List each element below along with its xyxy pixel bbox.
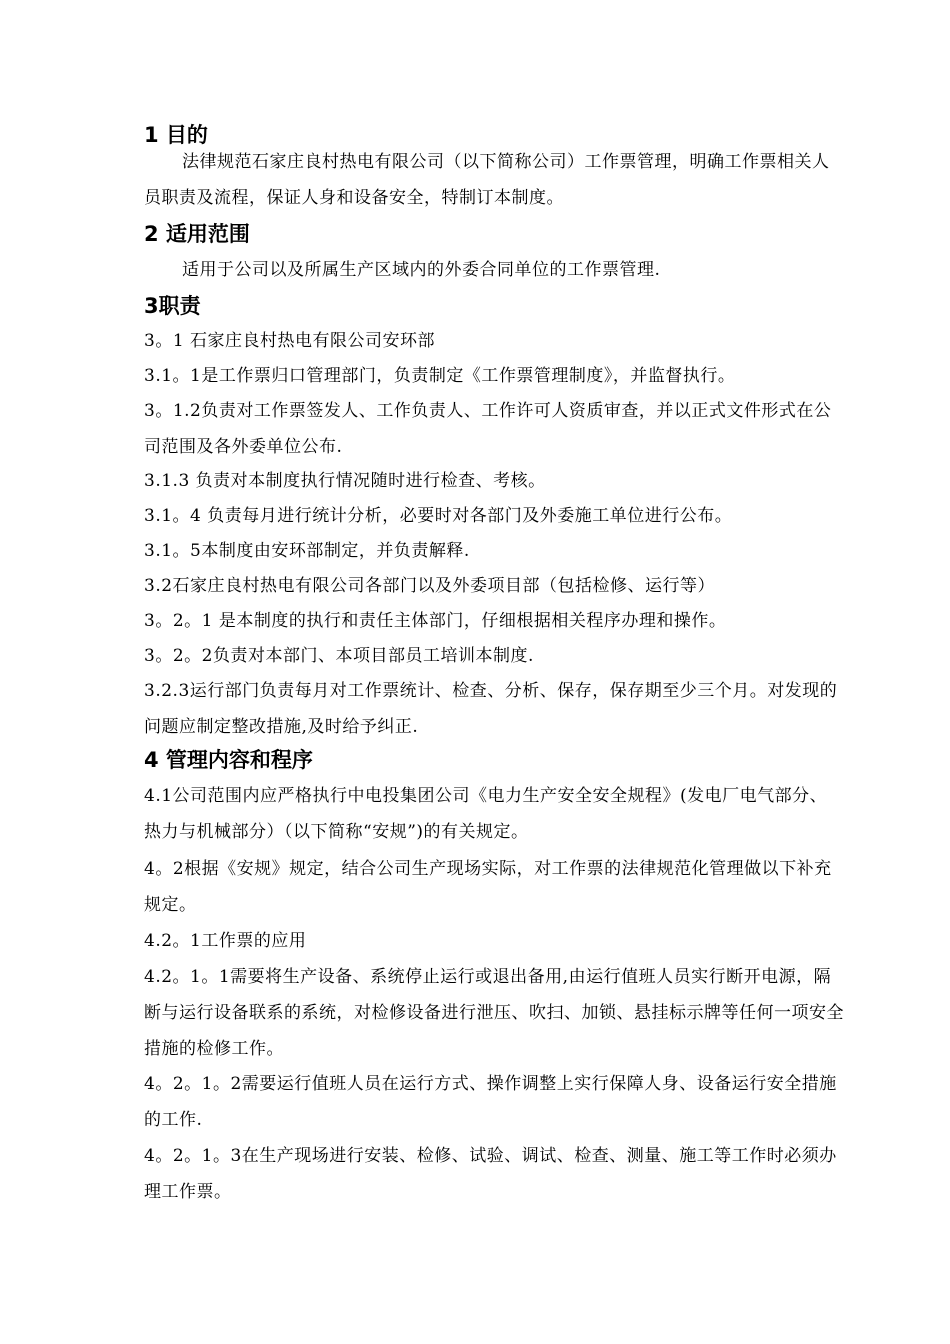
section-heading-scope: 2 适用范围 [144, 222, 250, 246]
section-heading-management: 4 管理内容和程序 [144, 748, 313, 772]
paragraph: 3.2石家庄良村热电有限公司各部门以及外委项目部（包括检修、运行等） [144, 576, 716, 596]
paragraph: 3.1。5本制度由安环部制定，并负责解释. [144, 541, 470, 561]
paragraph: 3。2。1 是本制度的执行和责任主体部门，仔细根据相关程序办理和操作。 [144, 611, 727, 631]
paragraph: 4.2。1工作票的应用 [144, 931, 307, 951]
paragraph: 3.1。1是工作票归口管理部门，负责制定《工作票管理制度》，并监督执行。 [144, 366, 736, 386]
paragraph: 3。2。2负责对本部门、本项目部员工培训本制度. [144, 646, 534, 666]
paragraph: 3.1.3 负责对本制度执行情况随时进行检查、考核。 [144, 471, 546, 491]
paragraph: 3。1.2负责对工作票签发人、工作负责人、工作许可人资质审查，并以正式文件形式在公司范围及各外委单位公布. [144, 401, 832, 457]
paragraph: 适用于公司以及所属生产区域内的外委合同单位的工作票管理. [182, 260, 661, 280]
paragraph: 4。2。1。3在生产现场进行安装、检修、试验、调试、检查、测量、施工等工作时必须办理工作票。 [144, 1146, 837, 1202]
paragraph: 4。2根据《安规》规定，结合公司生产现场实际，对工作票的法律规范化管理做以下补充规定。 [144, 859, 832, 915]
paragraph: 法律规范石家庄良村热电有限公司（以下简称公司）工作票管理，明确工作票相关人员职责及流程，保证人身和设备安全，特制订本制度。 [144, 152, 830, 208]
paragraph: 3.1。4 负责每月进行统计分析，必要时对各部门及外委施工单位进行公布。 [144, 506, 733, 526]
paragraph: 4。2。1。2需要运行值班人员在运行方式、操作调整上实行保障人身、设备运行安全措施的工作. [144, 1074, 837, 1130]
section-heading-purpose: 1 目的 [144, 123, 208, 147]
paragraph: 4.1公司范围内应严格执行中电投集团公司《电力生产安全安全规程》(发电厂电气部分、热力与机械部分）（以下简称“安规”)的有关规定。 [144, 786, 828, 842]
paragraph: 4.2。1。1需要将生产设备、系统停止运行或退出备用,由运行值班人员实行断开电源，隔断与运行设备联系的系统，对检修设备进行泄压、吹扫、加锁、悬挂标示牌等任何一项安全措施的检修工作。 [144, 967, 844, 1059]
paragraph: 3.2.3运行部门负责每月对工作票统计、检查、分析、保存，保存期至少三个月。对发现的问题应制定整改措施,及时给予纠正. [144, 681, 838, 737]
paragraph: 3。1 石家庄良村热电有限公司安环部 [144, 331, 436, 351]
section-heading-responsibilities: 3职责 [144, 294, 201, 318]
